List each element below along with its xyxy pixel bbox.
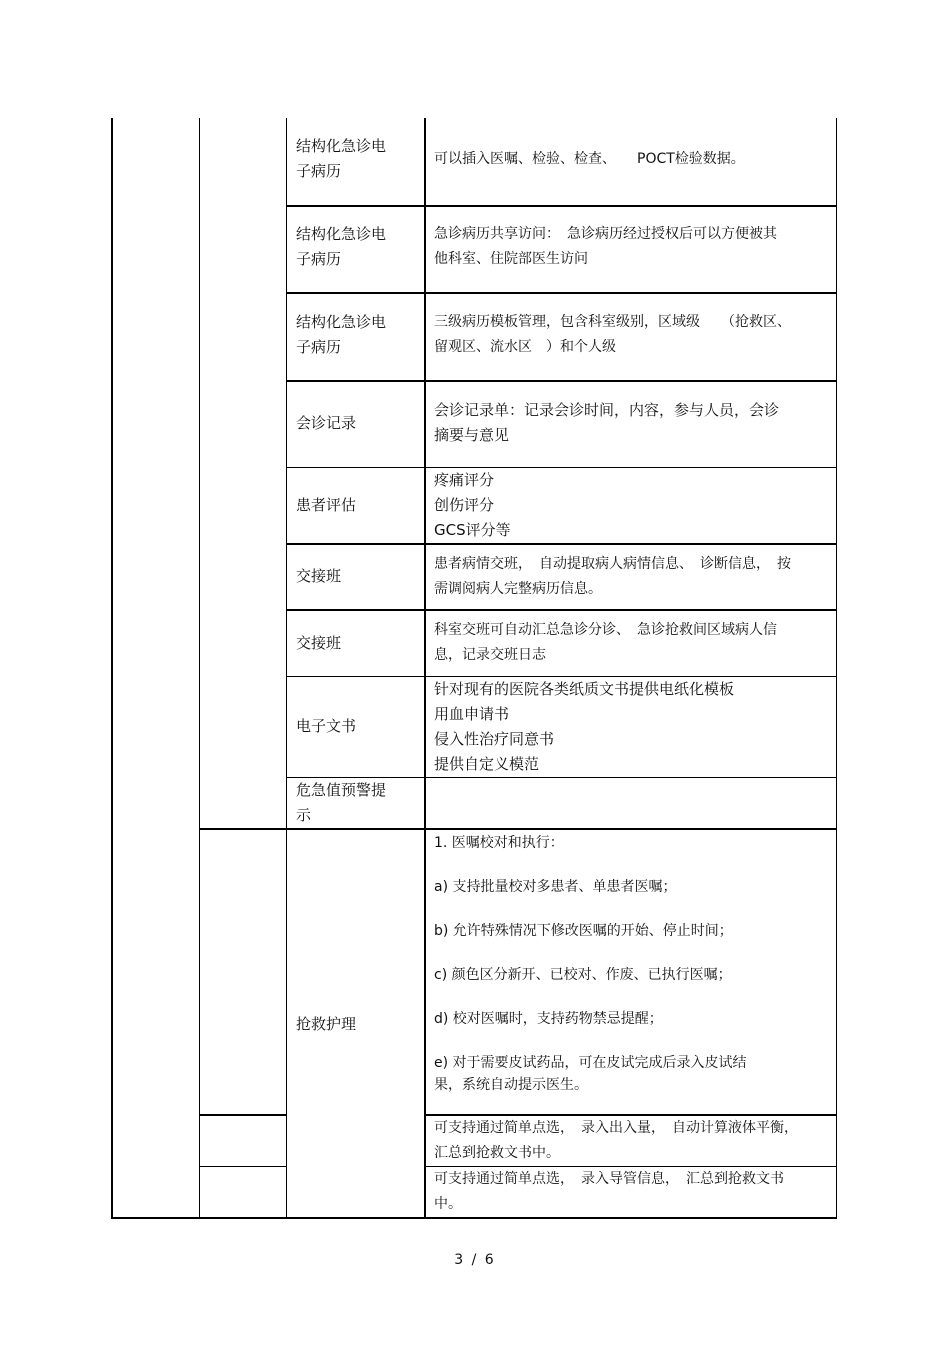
row-content-line: 用血申请书: [434, 704, 510, 723]
row-content: [434, 1116, 830, 1166]
nursing-item: 1. 医嘱校对和执行：: [434, 835, 564, 851]
row-content-line: 提供自定义模范: [434, 754, 540, 773]
row-content-line: 会诊记录单：记录会诊时间，内容，参与人员，会诊: [434, 401, 780, 419]
table-column-divider-3: [424, 118, 426, 1218]
row-label-line: 示: [296, 806, 312, 824]
row-label-line: 电子文书: [296, 717, 357, 735]
table-border-bottom: [111, 1217, 837, 1219]
row-content-line: GCS评分等: [434, 520, 511, 539]
row-content-line: 创伤评分: [434, 495, 495, 514]
nursing-item: a) 支持批量校对多患者、单患者医嘱；: [434, 879, 677, 895]
row-content-line: 摘要与意见: [434, 426, 510, 444]
row-divider: [286, 292, 837, 294]
nursing-item: d) 校对医嘱时，支持药物禁忌提醒；: [434, 1011, 663, 1027]
row-content: [434, 222, 830, 272]
row-content-line: 留观区、流水区 ）和个人级: [434, 339, 616, 355]
row-content-line: 患者病情交班， 自动提取病人病情信息、 诊断信息， 按: [434, 555, 791, 572]
nursing-item: [434, 942, 830, 964]
table-column-divider-1: [199, 118, 200, 1218]
row-label: [296, 677, 418, 776]
row-label: [296, 468, 418, 542]
row-content-line: 急诊病历共享访问： 急诊病历经过授权后可以方便被其: [434, 226, 777, 242]
row-content-line: 疼痛评分: [434, 470, 495, 489]
row-label-line: 交接班: [296, 633, 342, 652]
row-label: [296, 611, 418, 675]
row-content: [434, 468, 830, 542]
nursing-item: [434, 854, 830, 876]
nursing-content: [434, 832, 830, 1096]
row-content: [434, 545, 830, 608]
row-label-line: 结构化急诊电: [296, 137, 387, 155]
row-label: [296, 545, 418, 608]
row-content: [434, 310, 830, 360]
table-border-left: [111, 118, 113, 1218]
table-border-right: [836, 118, 837, 1218]
row-label-line: 结构化急诊电: [296, 313, 387, 331]
row-content-line: 可以插入医嘱、检验、检查、 POCT检验数据。: [434, 150, 745, 167]
row-label-line: 危急值预警提: [296, 781, 387, 799]
row-content: [434, 134, 830, 184]
nursing-item: [434, 898, 830, 920]
row-label-line: 子病历: [296, 162, 342, 180]
row-divider: [199, 1114, 287, 1116]
row-content: [434, 398, 830, 448]
row-content-line: 需调阅病人完整病历信息。: [434, 580, 602, 597]
row-content: [434, 1168, 830, 1216]
nursing-item: 果，系统自动提示医生。: [434, 1077, 588, 1093]
nursing-label: 抢救护理: [296, 1015, 357, 1033]
row-content-line: 息，记录交班日志: [434, 647, 546, 663]
row-content: [434, 677, 830, 776]
row-label-line: 子病历: [296, 338, 342, 356]
nursing-item: c) 颜色区分新开、已校对、作废、已执行医嘱；: [434, 967, 732, 983]
row-label: [296, 398, 418, 448]
row-divider: [286, 380, 837, 382]
table-column-divider-2: [286, 118, 287, 1218]
row-label-line: 交接班: [296, 567, 342, 585]
row-content-line: 针对现有的医院各类纸质文书提供电纸化模板: [434, 679, 735, 698]
row-label: [296, 310, 418, 360]
row-content-line: 他科室、住院部医生访问: [434, 251, 588, 267]
page-number: 3 / 6: [454, 1252, 496, 1268]
row-content-line: 侵入性治疗同意书: [434, 729, 555, 748]
row-content-line: 科室交班可自动汇总急诊分诊、 急诊抢救间区域病人信: [434, 622, 777, 638]
nursing-item: [434, 986, 830, 1008]
row-label: [296, 222, 418, 272]
row-label: [296, 778, 418, 828]
row-label-line: 会诊记录: [296, 413, 357, 432]
row-label-line: 子病历: [296, 250, 342, 268]
row-label-line: 患者评估: [296, 495, 357, 514]
section-divider: [199, 828, 837, 830]
row-content: [434, 611, 830, 675]
nursing-item: e) 对于需要皮试药品，可在皮试完成后录入皮试结: [434, 1055, 747, 1071]
row-content-line: 汇总到抢救文书中。: [434, 1145, 560, 1161]
row-content-line: 可支持通过简单点选， 录入导管信息， 汇总到抢救文书: [434, 1171, 784, 1187]
row-label: [296, 134, 418, 184]
nursing-item: [434, 1030, 830, 1052]
nursing-item: b) 允许特殊情况下修改医嘱的开始、停止时间；: [434, 923, 733, 939]
row-content-line: 可支持通过简单点选， 录入出入量， 自动计算液体平衡，: [434, 1120, 798, 1136]
row-label-line: 结构化急诊电: [296, 225, 387, 243]
row-content-line: 中。: [434, 1196, 462, 1212]
row-divider: [286, 205, 837, 207]
row-divider: [199, 1166, 287, 1167]
row-content-line: 三级病历模板管理，包含科室级别，区域级 （抢救区、: [434, 314, 791, 330]
